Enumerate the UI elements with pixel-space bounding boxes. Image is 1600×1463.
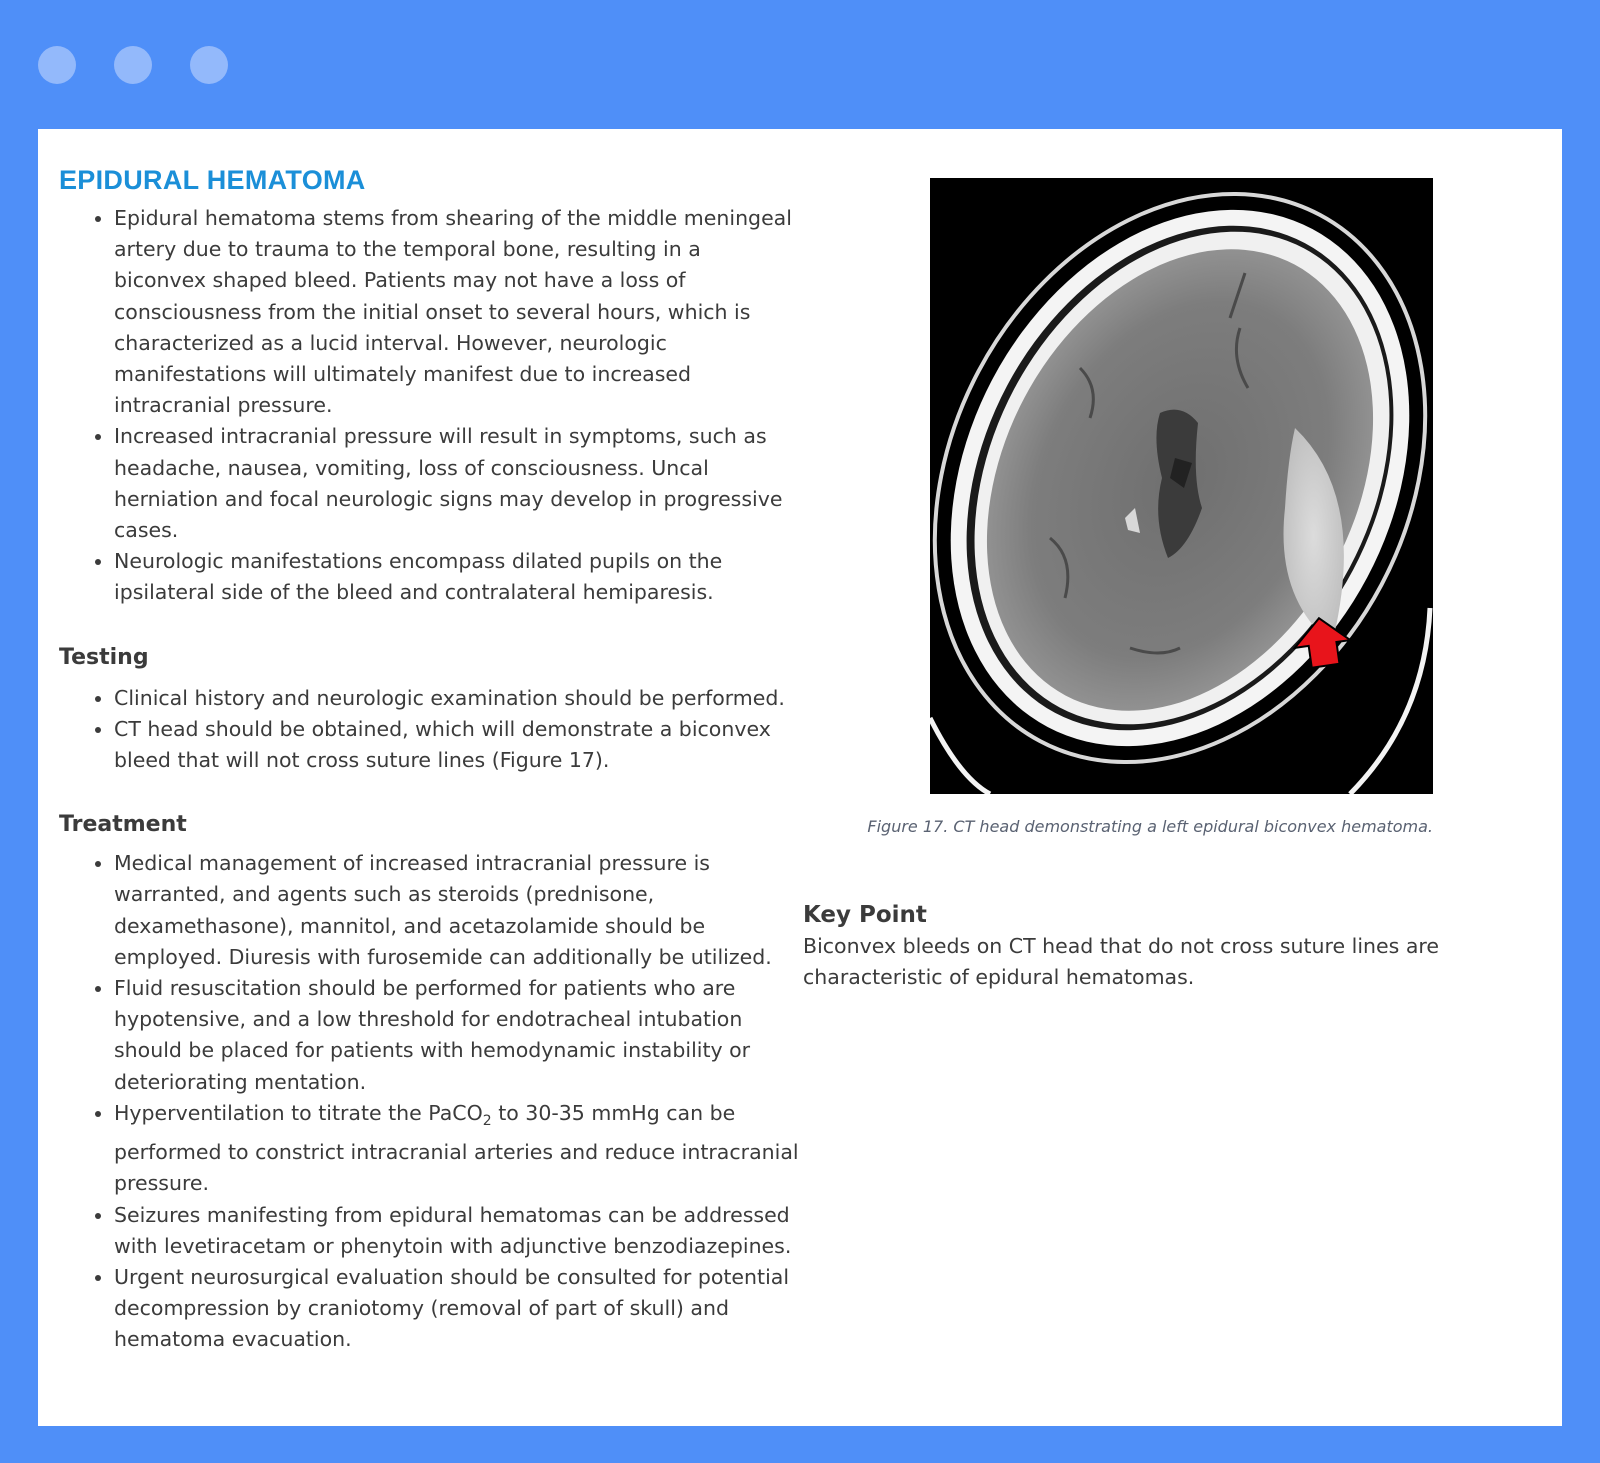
ct-scan-illustration <box>930 178 1433 794</box>
window-maximize-button[interactable] <box>190 46 228 84</box>
intro-list <box>59 203 799 609</box>
list-item <box>114 1098 799 1200</box>
list-item: • Medical management of increased intracranial pressure is warranted, and agents such as steroids (prednisone, dexamethasone), mannitol, and acetazolamide should be employed. Diuresis with furosemide can additionally be utilized. <box>114 848 799 973</box>
treatment-list <box>59 848 799 1355</box>
key-point-text: Biconvex bleeds on CT head that do not cross suture lines are characteristic of epidural hematomas. <box>803 934 1439 990</box>
window-close-button[interactable] <box>38 46 76 84</box>
window-titlebar <box>0 0 1600 129</box>
list-item: • Increased intracranial pressure will result in symptoms, such as headache, nausea, vomiting, loss of consciousness. Uncal herniation and focal neurologic signs may develop in progressive cases. <box>114 421 799 546</box>
paco2-text-after: to 30-35 mmHg can be performed to constrict intracranial arteries and reduce intracranial pressure. <box>114 1100 799 1196</box>
list-item: • Epidural hematoma stems from shearing of the middle meningeal artery due to trauma to the temporal bone, resulting in a biconvex shaped bleed. Patients may not have a loss of consciousness from the initial onset to several hours, which is characterized as a lucid interval. However, neurologic manifestations will ultimately manifest due to increased intracranial pressure. <box>114 203 799 421</box>
paco2-text-before: Hyperventilation to titrate the PaCO <box>114 1100 483 1125</box>
paco2-subscript: 2 <box>482 1112 492 1129</box>
treatment-heading: Treatment <box>59 812 187 838</box>
list-item: • Neurologic manifestations encompass dilated pupils on the ipsilateral side of the bleed and contralateral hemiparesis. <box>114 546 799 608</box>
list-item: • Seizures manifesting from epidural hematomas can be addressed with levetiracetam or phenytoin with adjunctive benzodiazepines. <box>114 1200 799 1262</box>
article-body <box>59 163 799 1356</box>
figure-caption: Figure 17. CT head demonstrating a left epidural biconvex hematoma. <box>867 817 1433 836</box>
key-point-box <box>803 900 1443 993</box>
key-point-heading: Key Point <box>803 902 927 928</box>
list-item: • Fluid resuscitation should be performed for patients who are hypotensive, and a low threshold for endotracheal intubation should be placed for patients with hemodynamic instability or deteriorating mentation. <box>114 973 799 1098</box>
list-item: • Urgent neurosurgical evaluation should be consulted for potential decompression by craniotomy (removal of part of skull) and hematoma evacuation. <box>114 1262 799 1356</box>
testing-heading: Testing <box>59 644 149 670</box>
ct-head-image <box>930 178 1433 794</box>
testing-list <box>59 683 799 777</box>
content-panel <box>38 129 1562 1426</box>
window-minimize-button[interactable] <box>114 46 152 84</box>
list-item: • CT head should be obtained, which will demonstrate a biconvex bleed that will not cross suture lines (Figure 17). <box>114 714 799 776</box>
page-title: EPIDURAL HEMATOMA <box>59 165 366 195</box>
list-item: • Clinical history and neurologic examination should be performed. <box>114 683 799 714</box>
